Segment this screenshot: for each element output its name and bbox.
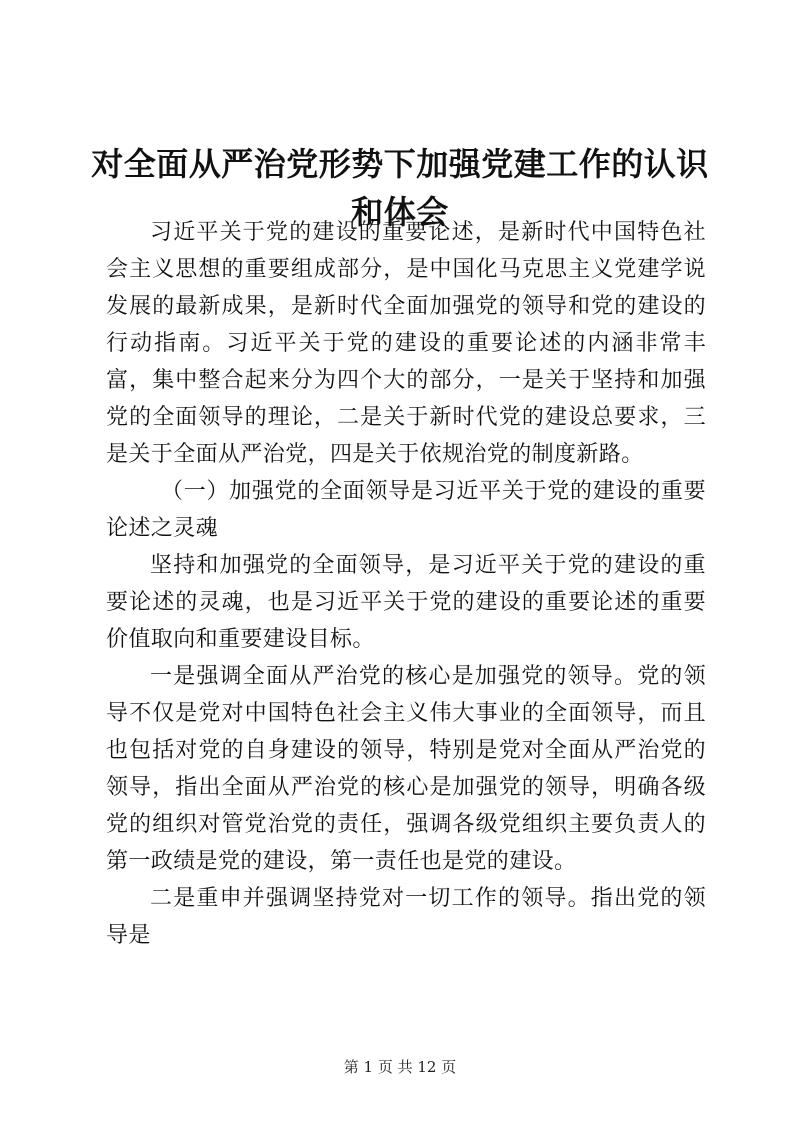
document-body [106, 214, 706, 954]
document-title: 对全面从严治党形势下加强党建工作的认识和体会 [91, 145, 709, 231]
page-number-footer: 第 1 页 共 12 页 [343, 1058, 457, 1076]
paragraph-section-intro: 坚持和加强党的全面领导，是习近平关于党的建设的重要论述的灵魂，也是习近平关于党的建设的重要论述的重要价值取向和重要建设目标。 [106, 553, 706, 652]
paragraph-intro: 习近平关于党的建设的重要论述，是新时代中国特色社会主义思想的重要组成部分，是中国化马克思主义党建学说发展的最新成果，是新时代全面加强党的领导和党的建设的行动指南。习近平关于党的建设的重要论述的内涵非常丰富，集中整合起来分为四个大的部分，一是关于坚持和加强党的全面领导的理论，二是关于新时代党的建设总要求，三是关于全面从严治党，四是关于依规治党的制度新路。 [106, 220, 706, 467]
paragraph-point-two: 二是重申并强调坚持党对一切工作的领导。指出党的领导是 [106, 886, 706, 948]
paragraph-point-one: 一是强调全面从严治党的核心是加强党的领导。党的领导不仅是党对中国特色社会主义伟大事业的全面领导，而且也包括对党的自身建设的领导，特别是党对全面从严治党的领导，指出全面从严治党的核心是加强党的领导，明确各级党的组织对管党治党的责任，强调各级党组织主要负责人的第一政绩是党的建设，第一责任也是党的建设。 [106, 664, 706, 874]
section-heading: （一）加强党的全面领导是习近平关于党的建设的重要论述之灵魂 [106, 479, 706, 541]
